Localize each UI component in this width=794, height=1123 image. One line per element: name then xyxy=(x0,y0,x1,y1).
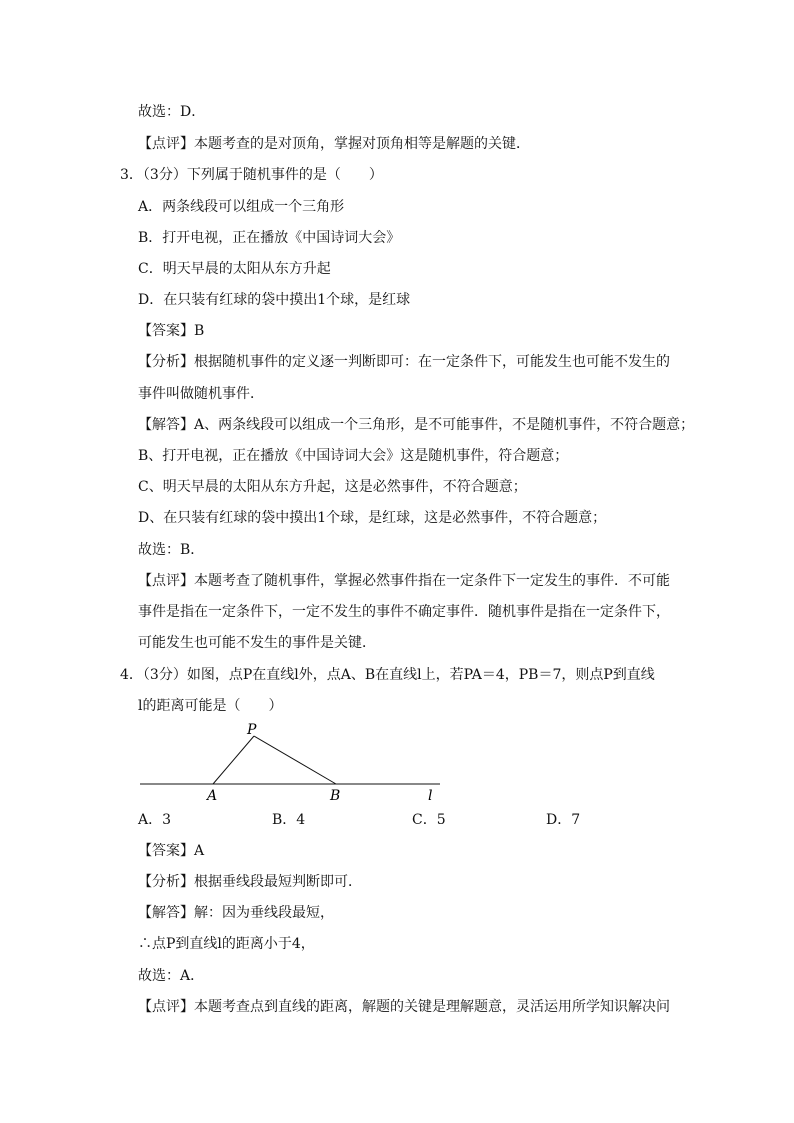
solution: 【解答】A、两条线段可以组成一个三角形，是不可能事件，不是随机事件，不符合题意； xyxy=(138,417,695,433)
solution-4: 【解答】解：因为垂线段最短， xyxy=(138,905,334,921)
label-l: l xyxy=(428,788,433,802)
solution-4-cont: ∴点P到直线l的距离小于4， xyxy=(138,936,315,952)
chosen-4: 故选：A． xyxy=(138,968,205,984)
solution-b: B、打开电视，正在播放《中国诗词大会》这是随机事件，符合题意； xyxy=(138,448,569,464)
option-c: C．5 xyxy=(412,812,446,828)
label-p: P xyxy=(247,722,257,738)
geometry-figure xyxy=(130,722,450,802)
comment-cont2: 可能发生也可能不发生的事件是关键． xyxy=(138,635,376,651)
text-line: 【点评】本题考查的是对顶角，掌握对顶角相等是解题的关键． xyxy=(138,136,530,152)
analysis: 【分析】根据随机事件的定义逐一判断即可：在一定条件下，可能发生也可能不发生的 xyxy=(138,354,670,370)
choice-d: D．在只装有红球的袋中摸出1个球，是红球 xyxy=(138,292,411,308)
chosen: 故选：B． xyxy=(138,542,205,558)
text-line: 故选：D． xyxy=(138,104,206,120)
question-4-cont: l的距离可能是（ ） xyxy=(138,698,283,714)
comment-cont: 事件是指在一定条件下，一定不发生的事件不确定事件．随机事件是指在一定条件下， xyxy=(138,604,670,620)
analysis-4: 【分析】根据垂线段最短判断即可． xyxy=(138,874,362,890)
option-a: A．3 xyxy=(138,812,172,828)
comment: 【点评】本题考查了随机事件，掌握必然事件指在一定条件下一定发生的事件．不可能 xyxy=(138,573,670,589)
choice-b: B．打开电视，正在播放《中国诗词大会》 xyxy=(138,230,401,246)
answer: 【答案】B xyxy=(138,323,205,339)
choice-c: C．明天早晨的太阳从东方升起 xyxy=(138,261,331,277)
solution-c: C、明天早晨的太阳从东方升起，这是必然事件，不符合题意； xyxy=(138,479,527,495)
label-a: A xyxy=(207,788,218,802)
question-4: 4．（3分）如图，点P在直线l外，点A、B在直线l上，若PA＝4，PB＝7，则点P到直线 xyxy=(120,667,655,683)
option-b: B．4 xyxy=(272,812,306,828)
question-3: 3．（3分）下列属于随机事件的是（ ） xyxy=(120,167,383,183)
label-b: B xyxy=(330,788,341,802)
segment-pa xyxy=(213,736,254,784)
comment-4: 【点评】本题考查点到直线的距离，解题的关键是理解题意，灵活运用所学知识解决问 xyxy=(138,999,670,1015)
option-d: D．7 xyxy=(546,812,581,828)
solution-d: D、在只装有红球的袋中摸出1个球，是红球，这是必然事件，不符合题意； xyxy=(138,510,607,526)
answer-4: 【答案】A xyxy=(138,843,205,859)
segment-pb xyxy=(254,736,336,784)
analysis-cont: 事件叫做随机事件． xyxy=(138,386,264,402)
choice-a: A．两条线段可以组成一个三角形 xyxy=(138,199,345,215)
